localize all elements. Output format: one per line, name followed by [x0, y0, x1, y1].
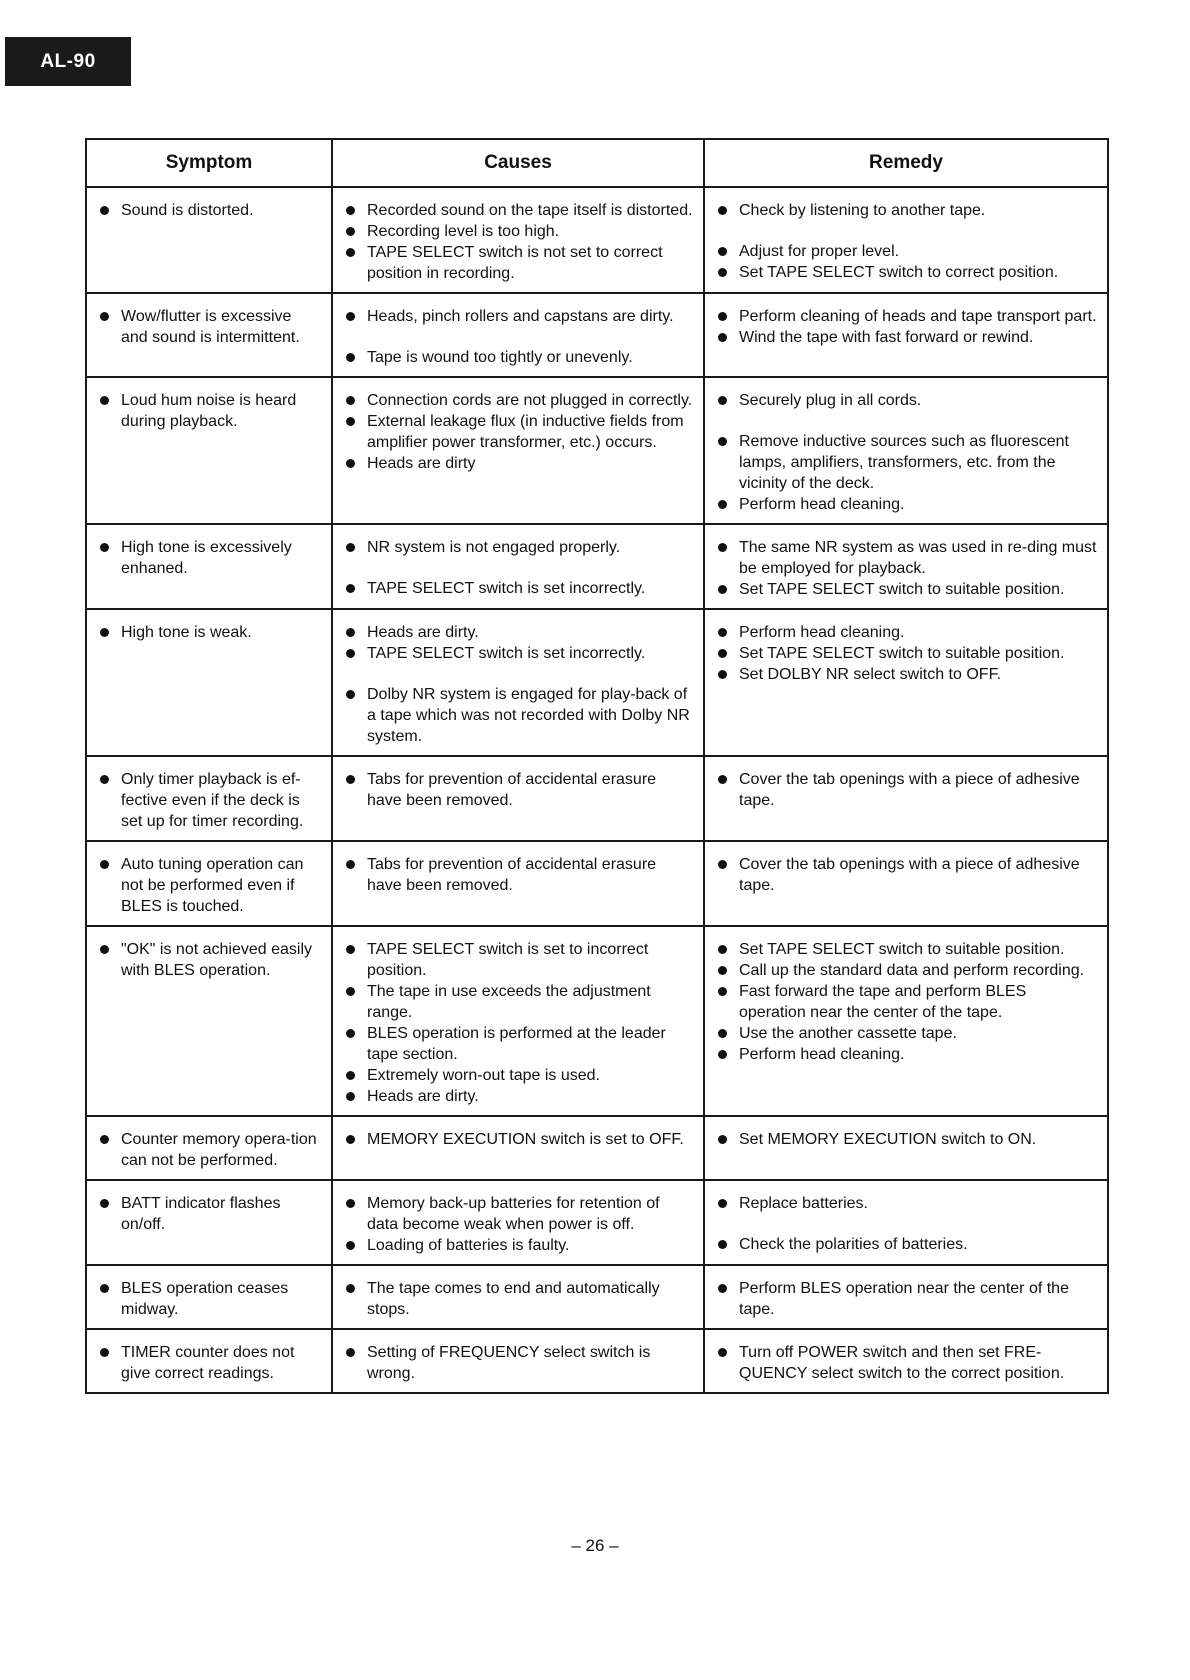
causes-cell — [332, 1116, 704, 1180]
remedy-item: Set TAPE SELECT switch to suitable position. — [715, 939, 1097, 960]
symptom-cell — [86, 293, 332, 377]
remedy-cell — [704, 524, 1108, 609]
remedy-cell — [704, 1265, 1108, 1329]
remedy-item: Adjust for proper level. — [715, 241, 1097, 262]
remedy-item: Set MEMORY EXECUTION switch to ON. — [715, 1129, 1097, 1150]
causes-item: Heads, pinch rollers and capstans are dirty. — [343, 306, 693, 327]
causes-item: Heads are dirty. — [343, 622, 693, 643]
causes-list — [343, 390, 693, 474]
causes-item: Heads are dirty. — [343, 1086, 693, 1107]
symptom-item: Loud hum noise is heard during playback. — [97, 390, 321, 432]
causes-cell — [332, 756, 704, 841]
symptom-cell — [86, 926, 332, 1116]
symptom-list — [97, 1278, 321, 1320]
column-header-symptom: Symptom — [86, 139, 332, 187]
remedy-item: Call up the standard data and perform recording. — [715, 960, 1097, 981]
remedy-item: Set DOLBY NR select switch to OFF. — [715, 664, 1097, 685]
causes-item: MEMORY EXECUTION switch is set to OFF. — [343, 1129, 693, 1150]
remedy-list — [715, 306, 1097, 348]
symptom-item: High tone is excessively enhaned. — [97, 537, 321, 579]
causes-item: Memory back-up batteries for retention of data become weak when power is off. — [343, 1193, 693, 1235]
remedy-cell — [704, 1329, 1108, 1393]
table-row — [86, 187, 1108, 293]
causes-cell — [332, 609, 704, 756]
causes-list — [343, 306, 693, 368]
remedy-item: Set TAPE SELECT switch to correct position. — [715, 262, 1097, 283]
symptom-item: Auto tuning operation can not be performed even if BLES is touched. — [97, 854, 321, 917]
remedy-list — [715, 1129, 1097, 1150]
symptom-item: Counter memory opera-tion can not be performed. — [97, 1129, 321, 1171]
remedy-item: Perform head cleaning. — [715, 494, 1097, 515]
causes-item: Heads are dirty — [343, 453, 693, 474]
causes-item: Connection cords are not plugged in correctly. — [343, 390, 693, 411]
remedy-item: Remove inductive sources such as fluorescent lamps, amplifiers, transformers, etc. from the vicinity of the deck. — [715, 431, 1097, 494]
symptom-list — [97, 769, 321, 832]
causes-cell — [332, 187, 704, 293]
causes-list — [343, 622, 693, 747]
remedy-cell — [704, 293, 1108, 377]
symptom-cell — [86, 1180, 332, 1265]
remedy-item: Set TAPE SELECT switch to suitable position. — [715, 643, 1097, 664]
causes-item: TAPE SELECT switch is set incorrectly. — [343, 643, 693, 664]
remedy-item: Fast forward the tape and perform BLES operation near the center of the tape. — [715, 981, 1097, 1023]
causes-cell — [332, 293, 704, 377]
symptom-cell — [86, 609, 332, 756]
remedy-item: Turn off POWER switch and then set FRE-QUENCY select switch to the correct position. — [715, 1342, 1097, 1384]
causes-item: Tabs for prevention of accidental erasure have been removed. — [343, 854, 693, 896]
symptom-list — [97, 1129, 321, 1171]
remedy-list — [715, 390, 1097, 515]
remedy-cell — [704, 841, 1108, 926]
table-body — [86, 187, 1108, 1393]
remedy-item: Set TAPE SELECT switch to suitable position. — [715, 579, 1097, 600]
symptom-list — [97, 306, 321, 348]
causes-item: TAPE SELECT switch is not set to correct position in recording. — [343, 242, 693, 284]
causes-item: Extremely worn-out tape is used. — [343, 1065, 693, 1086]
causes-item: BLES operation is performed at the leader tape section. — [343, 1023, 693, 1065]
causes-cell — [332, 1265, 704, 1329]
table-row — [86, 1116, 1108, 1180]
causes-item: The tape comes to end and automatically stops. — [343, 1278, 693, 1320]
symptom-list — [97, 390, 321, 432]
remedy-list — [715, 622, 1097, 685]
remedy-list — [715, 769, 1097, 811]
table-row — [86, 841, 1108, 926]
remedy-list — [715, 200, 1097, 283]
symptom-cell — [86, 187, 332, 293]
remedy-item: Wind the tape with fast forward or rewind. — [715, 327, 1097, 348]
troubleshooting-table — [85, 138, 1109, 1394]
column-header-causes: Causes — [332, 139, 704, 187]
model-badge: AL-90 — [5, 37, 131, 86]
symptom-list — [97, 1193, 321, 1235]
causes-list — [343, 200, 693, 284]
remedy-item: Cover the tab openings with a piece of adhesive tape. — [715, 854, 1097, 896]
symptom-list — [97, 622, 321, 643]
table-row — [86, 377, 1108, 524]
table-row — [86, 1265, 1108, 1329]
remedy-cell — [704, 187, 1108, 293]
causes-item: TAPE SELECT switch is set incorrectly. — [343, 578, 693, 599]
causes-list — [343, 537, 693, 599]
causes-list — [343, 769, 693, 811]
symptom-item: Sound is distorted. — [97, 200, 321, 221]
symptom-item: High tone is weak. — [97, 622, 321, 643]
table-row — [86, 756, 1108, 841]
column-header-remedy: Remedy — [704, 139, 1108, 187]
symptom-list — [97, 537, 321, 579]
symptom-cell — [86, 1329, 332, 1393]
symptom-cell — [86, 756, 332, 841]
causes-item: TAPE SELECT switch is set to incorrect position. — [343, 939, 693, 981]
symptom-list — [97, 200, 321, 221]
causes-cell — [332, 1329, 704, 1393]
causes-item: Tabs for prevention of accidental erasure have been removed. — [343, 769, 693, 811]
causes-cell — [332, 377, 704, 524]
remedy-cell — [704, 926, 1108, 1116]
causes-cell — [332, 1180, 704, 1265]
symptom-item: "OK" is not achieved easily with BLES operation. — [97, 939, 321, 981]
table-row — [86, 1329, 1108, 1393]
symptom-cell — [86, 841, 332, 926]
remedy-cell — [704, 1180, 1108, 1265]
remedy-cell — [704, 756, 1108, 841]
remedy-item: Perform BLES operation near the center of the tape. — [715, 1278, 1097, 1320]
symptom-list — [97, 1342, 321, 1384]
symptom-item: Only timer playback is ef-fective even if the deck is set up for timer recording. — [97, 769, 321, 832]
remedy-item: Cover the tab openings with a piece of adhesive tape. — [715, 769, 1097, 811]
remedy-list — [715, 939, 1097, 1065]
causes-cell — [332, 841, 704, 926]
remedy-cell — [704, 377, 1108, 524]
causes-item: Setting of FREQUENCY select switch is wrong. — [343, 1342, 693, 1384]
causes-list — [343, 1342, 693, 1384]
causes-item: Recording level is too high. — [343, 221, 693, 242]
remedy-list — [715, 1193, 1097, 1255]
causes-item: The tape in use exceeds the adjustment range. — [343, 981, 693, 1023]
symptom-item: BATT indicator flashes on/off. — [97, 1193, 321, 1235]
table-row — [86, 293, 1108, 377]
table-row — [86, 1180, 1108, 1265]
table-row — [86, 609, 1108, 756]
remedy-list — [715, 537, 1097, 600]
remedy-item: Perform head cleaning. — [715, 1044, 1097, 1065]
remedy-item: Check by listening to another tape. — [715, 200, 1097, 221]
remedy-cell — [704, 609, 1108, 756]
symptom-cell — [86, 1116, 332, 1180]
causes-list — [343, 1193, 693, 1256]
remedy-item: Perform cleaning of heads and tape transport part. — [715, 306, 1097, 327]
causes-item: External leakage flux (in inductive fields from amplifier power transformer, etc.) occurs. — [343, 411, 693, 453]
causes-item: Loading of batteries is faulty. — [343, 1235, 693, 1256]
symptom-list — [97, 939, 321, 981]
remedy-item: The same NR system as was used in re-ding must be employed for playback. — [715, 537, 1097, 579]
symptom-list — [97, 854, 321, 917]
causes-list — [343, 1129, 693, 1150]
page-number: – 26 – — [571, 1536, 619, 1555]
causes-cell — [332, 926, 704, 1116]
header-row — [86, 139, 1108, 187]
remedy-cell — [704, 1116, 1108, 1180]
symptom-item: TIMER counter does not give correct readings. — [97, 1342, 321, 1384]
causes-item: Tape is wound too tightly or unevenly. — [343, 347, 693, 368]
remedy-item: Perform head cleaning. — [715, 622, 1097, 643]
causes-list — [343, 854, 693, 896]
symptom-cell — [86, 377, 332, 524]
causes-item: Recorded sound on the tape itself is distorted. — [343, 200, 693, 221]
remedy-item: Securely plug in all cords. — [715, 390, 1097, 411]
remedy-item: Use the another cassette tape. — [715, 1023, 1097, 1044]
causes-item: NR system is not engaged properly. — [343, 537, 693, 558]
remedy-list — [715, 854, 1097, 896]
causes-item: Dolby NR system is engaged for play-back of a tape which was not recorded with Dolby NR system. — [343, 684, 693, 747]
symptom-item: Wow/flutter is excessive and sound is intermittent. — [97, 306, 321, 348]
table-row — [86, 926, 1108, 1116]
causes-list — [343, 1278, 693, 1320]
symptom-cell — [86, 524, 332, 609]
remedy-item: Check the polarities of batteries. — [715, 1234, 1097, 1255]
causes-list — [343, 939, 693, 1107]
remedy-list — [715, 1342, 1097, 1384]
remedy-item: Replace batteries. — [715, 1193, 1097, 1214]
remedy-list — [715, 1278, 1097, 1320]
causes-cell — [332, 524, 704, 609]
symptom-cell — [86, 1265, 332, 1329]
table-row — [86, 524, 1108, 609]
symptom-item: BLES operation ceases midway. — [97, 1278, 321, 1320]
